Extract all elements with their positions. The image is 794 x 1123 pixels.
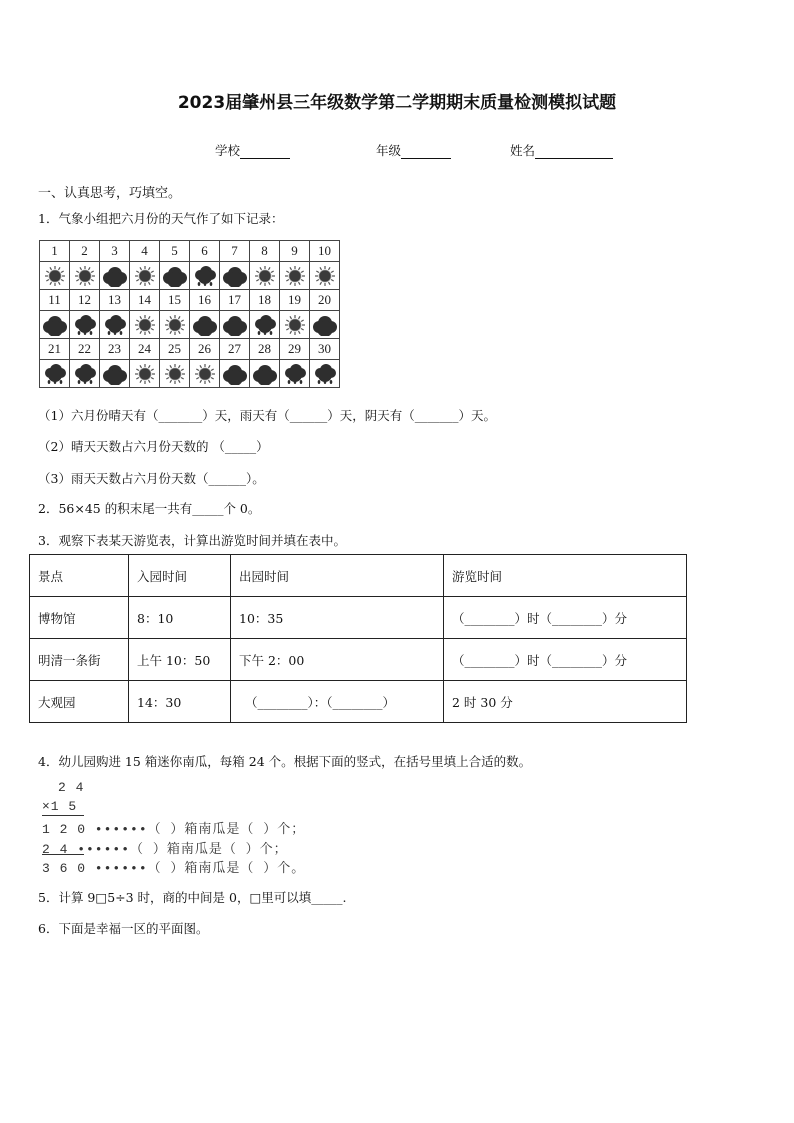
- cloudy-icon: [220, 311, 250, 339]
- question-1-part-1: （1）六月份晴天有（_______）天，雨天有（______）天，阴天有（_______）天。: [38, 408, 496, 423]
- grade-field: [376, 141, 451, 159]
- weather-day-number: 22: [70, 339, 100, 360]
- weather-day-number: 21: [40, 339, 70, 360]
- sunny-icon: [310, 262, 340, 290]
- question-5: 5．计算 9□5÷3 时，商的中间是 0，□里可以填_____.: [38, 890, 347, 905]
- vertical-product[interactable]: 3 6 0 ••••••（ ）箱南瓜是（ ）个。: [42, 861, 306, 876]
- weather-day-number: 3: [100, 241, 130, 262]
- cloudy-icon: [310, 311, 340, 339]
- weather-day-number: 5: [160, 241, 190, 262]
- question-1-stem: 1．气象小组把六月份的天气作了如下记录：: [38, 211, 284, 226]
- header-cell: 景点: [30, 555, 129, 597]
- vertical-partial-1[interactable]: 1 2 0 ••••••（ ）箱南瓜是（ ）个；: [42, 822, 306, 837]
- weather-day-row: [40, 290, 340, 311]
- header-cell: 出园时间: [231, 555, 444, 597]
- sunny-icon: [160, 311, 190, 339]
- sunny-icon: [130, 262, 160, 290]
- school-field: [215, 141, 290, 159]
- weather-day-number: 27: [220, 339, 250, 360]
- sunny-icon: [280, 262, 310, 290]
- weather-day-number: 28: [250, 339, 280, 360]
- weather-day-number: 26: [190, 339, 220, 360]
- cloudy-icon: [250, 360, 280, 388]
- table-row: [30, 681, 687, 723]
- table-cell: 明清一条街: [30, 639, 129, 681]
- weather-day-number: 30: [310, 339, 340, 360]
- sunny-icon: [250, 262, 280, 290]
- rainy-icon: [250, 311, 280, 339]
- header-cell: 入园时间: [129, 555, 231, 597]
- rainy-icon: [280, 360, 310, 388]
- question-6: 6．下面是幸福一区的平面图。: [38, 921, 209, 936]
- weather-day-number: 7: [220, 241, 250, 262]
- weather-day-row: [40, 241, 340, 262]
- school-label: 学校: [215, 143, 241, 158]
- page-title: 2023届肇州县三年级数学第二学期期末质量检测模拟试题: [177, 93, 617, 113]
- name-blank[interactable]: [535, 146, 613, 159]
- table-cell-blank[interactable]: （________）时（________）分: [444, 639, 687, 681]
- table-cell: 上午 10：50: [129, 639, 231, 681]
- rainy-icon: [70, 311, 100, 339]
- weather-day-number: 10: [310, 241, 340, 262]
- weather-day-number: 14: [130, 290, 160, 311]
- weather-day-number: 23: [100, 339, 130, 360]
- weather-day-number: 13: [100, 290, 130, 311]
- weather-day-number: 20: [310, 290, 340, 311]
- rainy-icon: [310, 360, 340, 388]
- vertical-multiplicand: 2 4: [58, 780, 85, 795]
- table-row: [30, 639, 687, 681]
- question-3-stem: 3．观察下表某天游览表，计算出游览时间并填在表中。: [38, 533, 346, 548]
- table-cell-blank[interactable]: （________）时（________）分: [444, 597, 687, 639]
- weather-day-number: 1: [40, 241, 70, 262]
- weather-day-number: 16: [190, 290, 220, 311]
- table-cell: 博物馆: [30, 597, 129, 639]
- header-cell: 游览时间: [444, 555, 687, 597]
- sunny-icon: [280, 311, 310, 339]
- weather-day-number: 25: [160, 339, 190, 360]
- table-cell-blank[interactable]: （________）：（________）: [231, 681, 444, 723]
- cloudy-icon: [160, 262, 190, 290]
- grade-label: 年级: [376, 143, 402, 158]
- table-cell: 14：30: [129, 681, 231, 723]
- cloudy-icon: [220, 360, 250, 388]
- table-cell: 8：10: [129, 597, 231, 639]
- weather-day-number: 19: [280, 290, 310, 311]
- rainy-icon: [70, 360, 100, 388]
- weather-icon-row: [40, 311, 340, 339]
- rainy-icon: [40, 360, 70, 388]
- weather-grid: [39, 240, 340, 388]
- weather-day-number: 17: [220, 290, 250, 311]
- weather-day-number: 24: [130, 339, 160, 360]
- weather-icon-row: [40, 262, 340, 290]
- sunny-icon: [190, 360, 220, 388]
- sunny-icon: [160, 360, 190, 388]
- question-4-stem: 4．幼儿园购进 15 箱迷你南瓜，每箱 24 个。根据下面的竖式，在括号里填上合适的数。: [38, 754, 532, 769]
- name-field: [510, 141, 613, 159]
- weather-icon-row: [40, 360, 340, 388]
- sunny-icon: [40, 262, 70, 290]
- cloudy-icon: [100, 360, 130, 388]
- section-heading: 一、认真思考，巧填空。: [38, 186, 182, 201]
- grade-blank[interactable]: [401, 146, 451, 159]
- weather-day-number: 12: [70, 290, 100, 311]
- table-cell: 2 时 30 分: [444, 681, 687, 723]
- cloudy-icon: [100, 262, 130, 290]
- weather-day-number: 11: [40, 290, 70, 311]
- weather-day-number: 6: [190, 241, 220, 262]
- question-2: 2．56×45 的积末尾一共有_____个 0。: [38, 501, 261, 516]
- school-blank[interactable]: [240, 146, 290, 159]
- cloudy-icon: [190, 311, 220, 339]
- cloudy-icon: [40, 311, 70, 339]
- sunny-icon: [70, 262, 100, 290]
- weather-day-number: 4: [130, 241, 160, 262]
- weather-day-number: 18: [250, 290, 280, 311]
- weather-day-number: 9: [280, 241, 310, 262]
- weather-day-number: 2: [70, 241, 100, 262]
- vertical-line-bottom: [42, 854, 84, 855]
- vertical-line-top: [42, 815, 84, 816]
- weather-day-number: 15: [160, 290, 190, 311]
- schedule-table: [29, 554, 687, 723]
- cloudy-icon: [220, 262, 250, 290]
- weather-day-number: 8: [250, 241, 280, 262]
- question-1-part-3: （3）雨天天数占六月份天数（______）。: [38, 471, 265, 486]
- name-label: 姓名: [510, 143, 536, 158]
- table-cell: 下午 2：00: [231, 639, 444, 681]
- question-1-part-2: （2）晴天天数占六月份天数的 （_____）: [38, 439, 269, 454]
- vertical-multiplier: ×1 5: [42, 799, 78, 814]
- table-cell: 大观园: [30, 681, 129, 723]
- table-header-row: [30, 555, 687, 597]
- vertical-partial-2[interactable]: 2 4 ••••••（ ）箱南瓜是（ ）个；: [42, 842, 288, 857]
- sunny-icon: [130, 311, 160, 339]
- table-cell: 10：35: [231, 597, 444, 639]
- weather-day-number: 29: [280, 339, 310, 360]
- weather-day-row: [40, 339, 340, 360]
- rainy-icon: [190, 262, 220, 290]
- sunny-icon: [130, 360, 160, 388]
- table-row: [30, 597, 687, 639]
- rainy-icon: [100, 311, 130, 339]
